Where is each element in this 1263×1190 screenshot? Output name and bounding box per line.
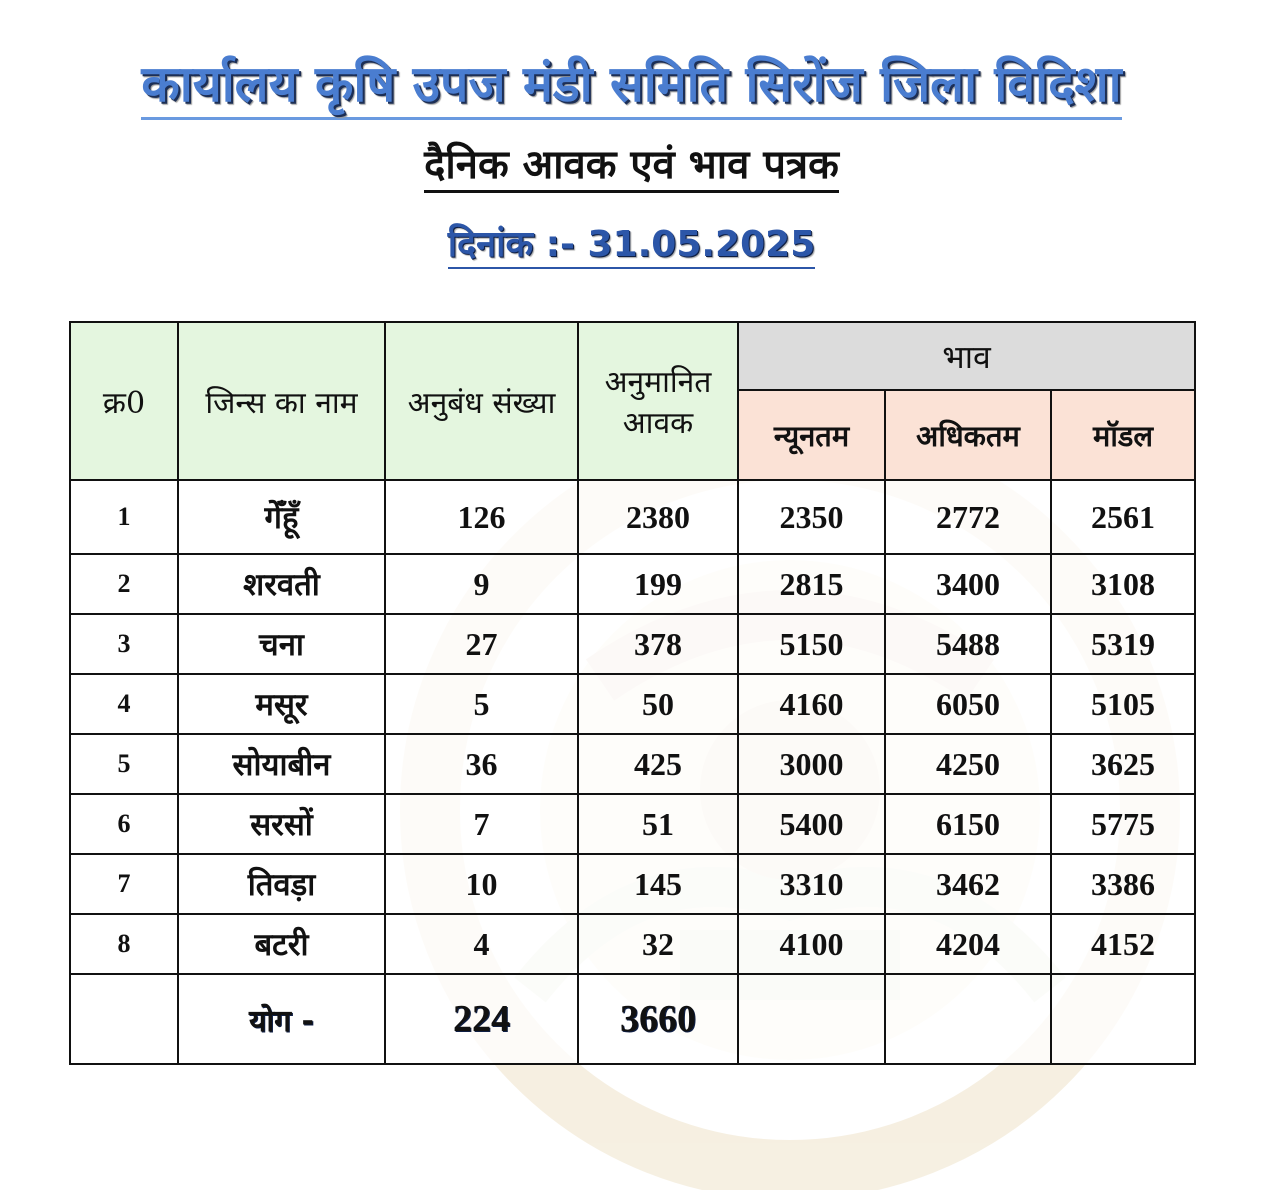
row-modal: 5775 <box>1051 794 1195 854</box>
row-crop: बटरी <box>178 914 385 974</box>
report-date-text: दिनांक :- 31.05.2025 <box>448 224 816 269</box>
sheet-title <box>0 135 1263 190</box>
row-min: 4160 <box>738 674 885 734</box>
header-arrival-line1: अनुमानित <box>604 365 712 400</box>
row-sn: 2 <box>70 554 178 614</box>
row-arrival: 32 <box>578 914 738 974</box>
office-title <box>0 48 1263 116</box>
total-label: योग - <box>178 974 385 1064</box>
table-row <box>70 674 1195 734</box>
header-crop: जिन्स का नाम <box>178 322 385 480</box>
row-modal: 4152 <box>1051 914 1195 974</box>
row-min: 5400 <box>738 794 885 854</box>
row-min: 5150 <box>738 614 885 674</box>
row-min: 4100 <box>738 914 885 974</box>
total-modal-empty <box>1051 974 1195 1064</box>
row-max: 3400 <box>885 554 1051 614</box>
row-contracts: 10 <box>385 854 578 914</box>
row-sn: 6 <box>70 794 178 854</box>
header-max: अधिकतम <box>885 390 1051 480</box>
table-row <box>70 614 1195 674</box>
header-arrival <box>578 322 738 480</box>
header-min: न्यूनतम <box>738 390 885 480</box>
total-min-empty <box>738 974 885 1064</box>
row-contracts: 36 <box>385 734 578 794</box>
row-sn: 1 <box>70 480 178 554</box>
row-arrival: 425 <box>578 734 738 794</box>
row-crop: तिवड़ा <box>178 854 385 914</box>
row-arrival: 51 <box>578 794 738 854</box>
row-contracts: 9 <box>385 554 578 614</box>
total-sn-empty <box>70 974 178 1064</box>
row-arrival: 2380 <box>578 480 738 554</box>
sheet-title-text: दैनिक आवक एवं भाव पत्रक <box>424 142 839 193</box>
row-contracts: 126 <box>385 480 578 554</box>
row-modal: 2561 <box>1051 480 1195 554</box>
header-price-group: भाव <box>738 322 1195 390</box>
row-arrival: 50 <box>578 674 738 734</box>
row-sn: 4 <box>70 674 178 734</box>
row-contracts: 5 <box>385 674 578 734</box>
row-min: 2815 <box>738 554 885 614</box>
table-row <box>70 554 1195 614</box>
row-min: 3000 <box>738 734 885 794</box>
table-row <box>70 794 1195 854</box>
row-crop: सोयाबीन <box>178 734 385 794</box>
row-contracts: 7 <box>385 794 578 854</box>
row-min: 2350 <box>738 480 885 554</box>
row-max: 3462 <box>885 854 1051 914</box>
row-crop: मसूर <box>178 674 385 734</box>
total-row <box>70 974 1195 1064</box>
row-max: 2772 <box>885 480 1051 554</box>
row-min: 3310 <box>738 854 885 914</box>
row-sn: 8 <box>70 914 178 974</box>
header-arrival-line2: आवक <box>622 406 694 441</box>
row-contracts: 4 <box>385 914 578 974</box>
table-row <box>70 914 1195 974</box>
row-crop: गेँहूँ <box>178 480 385 554</box>
row-sn: 3 <box>70 614 178 674</box>
row-modal: 3108 <box>1051 554 1195 614</box>
row-modal: 3625 <box>1051 734 1195 794</box>
total-arrival: 3660 <box>578 974 738 1064</box>
total-contracts: 224 <box>385 974 578 1064</box>
row-modal: 3386 <box>1051 854 1195 914</box>
row-max: 4250 <box>885 734 1051 794</box>
row-modal: 5105 <box>1051 674 1195 734</box>
office-title-text: कार्यालय कृषि उपज मंडी समिति सिरोंज जिला विदिशा <box>141 55 1121 120</box>
total-max-empty <box>885 974 1051 1064</box>
row-arrival: 145 <box>578 854 738 914</box>
row-crop: शरवती <box>178 554 385 614</box>
row-crop: चना <box>178 614 385 674</box>
table-row <box>70 854 1195 914</box>
row-contracts: 27 <box>385 614 578 674</box>
row-max: 6050 <box>885 674 1051 734</box>
header-modal: मॉडल <box>1051 390 1195 480</box>
table-row <box>70 480 1195 554</box>
row-crop: सरसों <box>178 794 385 854</box>
row-max: 5488 <box>885 614 1051 674</box>
row-modal: 5319 <box>1051 614 1195 674</box>
header-contracts: अनुबंध संख्या <box>385 322 578 480</box>
row-max: 6150 <box>885 794 1051 854</box>
row-max: 4204 <box>885 914 1051 974</box>
report-date <box>0 218 1263 267</box>
table-row <box>70 734 1195 794</box>
row-arrival: 199 <box>578 554 738 614</box>
row-sn: 7 <box>70 854 178 914</box>
row-sn: 5 <box>70 734 178 794</box>
header-sn: क्र0 <box>70 322 178 480</box>
rates-table <box>69 321 1196 1065</box>
row-arrival: 378 <box>578 614 738 674</box>
